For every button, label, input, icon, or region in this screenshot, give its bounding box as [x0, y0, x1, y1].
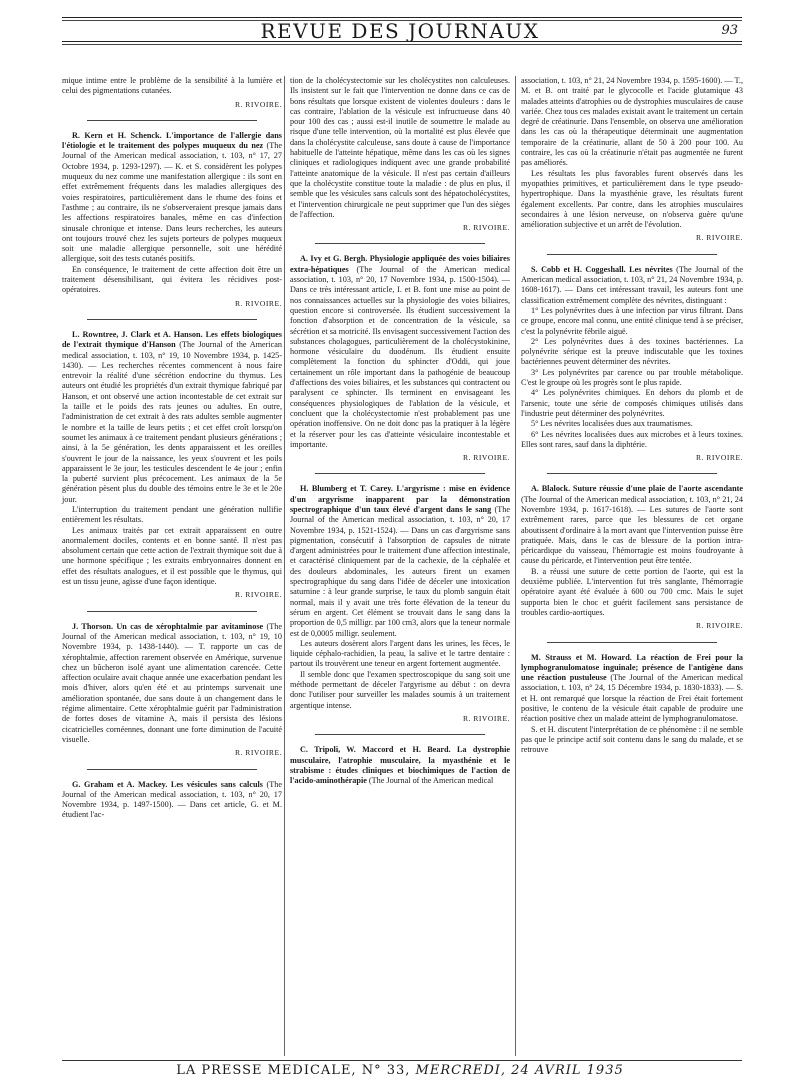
article [521, 653, 743, 756]
article [290, 254, 510, 463]
article-heading: L. Rowntree, J. Clark et A. Hanson. Les effets biologiques de l'extrait thymique d'Hanson [62, 329, 282, 350]
author-signature: R. RIVOIRE. [462, 453, 510, 463]
author-signature: R. RIVOIRE. [234, 298, 282, 308]
author-signature: R. RIVOIRE. [695, 621, 743, 631]
article-divider [547, 473, 717, 474]
article-heading: S. Cobb et H. Coggeshall. Les névrites [531, 264, 673, 274]
page-number: 93 [721, 23, 738, 38]
article-divider [87, 611, 257, 612]
article-body: (The Journal of the American medical association, t. 103, n° 21, 24 Novembre 1934, p. 1617-1618). — Les sutures de l'aorte sont extrêmement rares, parce que les blessures de cet organe aboutissent d'ordinaire à la mort avant que l'intervention puisse être pratiquée. Mais, dans le cas de blessure de la portion intra-péricardique du vaisseau, l'hémorragie est moins foudroyante à cause du péricarde, et l'intervention peut être tentée. [521, 494, 743, 566]
article-heading: H. Blumberg et T. Carey. L'argyrisme : mise en évidence d'un argyrisme inapparent par la démonstration spectrographique d'un taux élevé d'argent dans le sang [290, 484, 510, 514]
article-heading: J. Thorson. Un cas de xérophtalmie par avitaminose [72, 621, 264, 631]
running-footer [0, 1063, 800, 1078]
footer-journal: LA PRESSE MEDICALE, N° 33, [176, 1063, 411, 1078]
paragraph: B. a réussi une suture de cette portion de l'aorte, qui est la deuxième publiée. L'intervention fut très sanglante, l'hémorragie opératoire ayant été évaluée à 600 ou 700 cmc. Mais le sujet supporta bien le choc et guérit facilement sans persistance de troubles cardio-aortiques. [521, 566, 743, 617]
article-divider [315, 243, 485, 244]
column-3 [521, 76, 743, 756]
author-signature: R. RIVOIRE. [462, 713, 510, 723]
article-heading: A. Ivy et G. Bergh. Physiologie appliquée des voies biliaires extra-hépatiques [290, 254, 510, 274]
list-item: 3° Les polynévrites par carence ou par trouble métabolique. C'est le groupe où les progrès sont le plus rapide. [521, 367, 743, 388]
article [62, 131, 282, 309]
paragraph: Les animaux traités par cet extrait apparaissent en outre anormalement dociles, contents et en bonne santé. Il n'est pas absolument certain que cette action de l'extrait thymique soit due à une hormone spécifique ; les extraits embryonnaires donnent en effet des résultats analogues, et il est possible que le thymus, qui est un tissu jeune, agisse d'une façon identique. [62, 525, 282, 587]
paragraph: tion de la cholécystectomie sur les cholécystites non calculeuses. Ils insistent sur le fait que l'intervention ne donne dans ce cas de bons résultats que lorsque existent de violentes douleurs : dans le cas contraire, l'ablation de la vésicule est infructueuse dans 40 pour 100 des cas ; aussi est-il inutile de soumettre le malade au risque d'une telle intervention, où la mortalité est plus élevée que dans la cholécystite calculeuse, sans doute à cause de l'importance habituelle de l'atteinte hépatique, même dans les cas où les signes cliniques et radiologiques indiquent avec une grande probabilité l'atteinte anatomique de la vésicule. Il n'est pas certain d'ailleurs que la cholécystite constitue toute la maladie : de plus en plus, il semble que les vésicules sans calculs sont des hépatocholécystites, et l'intervention chirurgicale ne peut supprimer que l'un des sièges de l'affection. [290, 76, 510, 219]
header-rule-bottom [62, 41, 742, 42]
list-item: 1° Les polynévrites dues à une infection par virus filtrant. Dans ce groupe, encore mal connu, une entité clinique tend à se préciser, c'est la polynévrite fébrile aiguë. [521, 305, 743, 336]
article [290, 745, 510, 786]
author-signature: R. RIVOIRE. [695, 453, 743, 463]
article-divider [87, 769, 257, 770]
column-separator [284, 76, 285, 1056]
article [62, 622, 282, 759]
paragraph: Les auteurs dosèrent alors l'argent dans les urines, les fèces, le liquide céphalo-rachidien, la peau, la salive et le tartre dentaire : partout ils trouvèrent une teneur en argent fortement augmentée. [290, 638, 510, 669]
author-signature: R. RIVOIRE. [462, 223, 510, 233]
column-2 [290, 76, 510, 786]
paragraph: S. et H. discutent l'interprétation de ce phénomène : il ne semble pas que le principe actif soit contenu dans le sang du malade, et se retrouve [521, 724, 743, 755]
paragraph: L'interruption du traitement pendant une génération nullifie entièrement les résultats. [62, 504, 282, 525]
paragraph: association, t. 103, n° 21, 24 Novembre 1934, p. 1595-1600). — T., M. et B. ont traité par le glycocolle et l'acide glutamique 43 malades atteints d'atrophies ou de dystrophies musculaires de cause variée. Chez tous ces malades existait avant le traitement un certain degré de créatinurie. Dans l'ensemble, on observa une amélioration dans les cas où la thérapeutique déterminait une augmentation temporaire de la créatinurie, allant de 50 à 200 pour 100. Au contraire, les cas où la créatinurie n'était pas augmentée ne furent pas améliorés. [521, 76, 743, 168]
article-divider [87, 319, 257, 320]
column-1 [62, 76, 282, 821]
paragraph: Les résultats les plus favorables furent observés dans les myopathies primitives, et particulièrement dans le type pseudo-hypertrophique. Dans la myasthénie grave, les résultats furent également excellents. Par contre, dans les atrophies musculaires secondaires à une lésion nerveuse, on n'observa guère qu'une amélioration subjective et un arrêt de l'évolution. [521, 168, 743, 230]
author-signature: R. RIVOIRE. [695, 233, 743, 243]
list-item: 6° Les névrites localisées dues aux microbes et à leurs toxines. Elles sont rares, sauf dans la diphtérie. [521, 429, 743, 449]
author-signature: R. RIVOIRE. [234, 748, 282, 758]
article-body: (The Journal of the American medical association, t. 103, n° 19, 10 Novembre 1934, p. 1438-1440). — T. rapporte un cas de xérophtalmie, affection rarement observée en Amérique, survenue chez un bûcheron isolé ayant une alimentation carencée. Cette affection oculaire avait chaque année une exacerbation pendant les mois d'hiver, alors qu'en été et au printemps survenait une amélioration spontanée, due sans doute à un changement dans le régime alimentaire. Cette xérophtalmie guérit par l'administration de fortes doses de vitamine A, mais il persista des lésions cicatricielles cornéennes, donnant une forte diminution de l'acuité visuelle. [62, 621, 282, 744]
article [290, 484, 510, 724]
header-rule-top [62, 17, 742, 18]
article [62, 780, 282, 821]
article [62, 330, 282, 601]
paragraph: Il semble donc que l'examen spectroscopique du sang soit une méthode permettant de déceler l'argyrisme au début : on devra donc l'utiliser pour surveiller les malades soumis à un traitement argentique intense. [290, 669, 510, 710]
author-signature: R. RIVOIRE. [234, 99, 282, 109]
article-heading: G. Graham et A. Mackey. Les vésicules sans calculs [72, 779, 263, 789]
article-body: (The Journal of the American medical association, t. 103, n° 17, 27 Octobre 1934, p. 1293-1297). — K. et S. considèrent les polypes muqueux du nez comme une manifestation allergique : ils sont en effet extrêmement fréquents dans les maladies allergiques des voies respiratoires, particulièrement dans le rhume des foins et l'asthme ; au contraire, ils ne s'observeraient presque jamais dans les affections respiratoires banales, même en cas d'infection sinusale chronique et intense. Dans leurs recherches, les auteurs ont toujours trouvé chez les sujets porteurs de polypes muqueux soit une maladie allergique personnelle, soit une hérédité allergique, soit des tests cutanés positifs. [62, 141, 282, 264]
article-heading: A. Blalock. Suture réussie d'une plaie de l'aorte ascendante [531, 484, 743, 494]
article-body: (The Journal of the American medical association, t. 103, n° 24, 15 Décembre 1934, p. 1830-1833). — S. et H. ont remarqué que lorsque la réaction de Frei était fortement positive, le contenu de la vésicule était capable de produire une réaction positive chez un malade atteint de lymphogranulomatose. [521, 673, 743, 724]
article-divider [315, 473, 485, 474]
article-divider [87, 120, 257, 121]
article [521, 265, 743, 464]
article-body: (The Journal of the American medical association, t. 103, n° 20, 17 Novembre 1934, p. 1500-1504). — Dans ce très intéressant article, I. et B. font une mise au point de nos connaissances actuelles sur la physiologie des voies biliaires, question encore si controversée. Ils étudient successivement la fonction d'absorption et de concentration de la vésicule, sa sécrétion et sa motricité. Ils envisagent successivement l'action des substances cholagogues, particulièrement de la cholécystokinine, hormone vésiculaire du duodénum. Ils étudient ensuite complètement la fonction du sphincter d'Oddi, qui joue certainement un rôle important dans la pathogénie de beaucoup d'affections des voies biliaires, et les substances qui contractent ou paralysent ce sphincter. Ils terminent en envisageant les conséquences physiologiques de l'ablation de la vésicule, et concluent que la cholécystectomie n'est probablement pas une opération inoffensive. On ne doit donc pas la pratiquer à la légère et la réserver pour les cas d'atteinte vésiculaire incontestable et importante. [290, 264, 511, 449]
article-body: (The Journal of the American medical association, t. 103, n° 19, 10 Novembre 1934, p. 1425-1430). — Les recherches récentes commencent à nous faire entrevoir la réalité d'une sécrétion endocrine du thymus. Les auteurs ont étudié les propriétés d'un extrait thymique fabriqué par Hanson, et ont observé une action incontestable de cet extrait sur la taille et le poids des rats jeunes ou adultes. En outre, l'administration de cet extrait à des rats adultes semble augmenter le nombre et la taille de leurs petits ; et cet effet croît lorsqu'on soumet les animaux à ce traitement pendant plusieurs générations ; ainsi, à la 5e génération, les dents apparaissent et les oreilles s'ouvrent le jour de la naissance, les yeux s'ouvrent et les poils apparaissent le 3e jour, les testicules descendent le 4e jour ; enfin la puberté survient plus précocement. Les animaux de la 5e génération pèsent plus du double des témoins entre le 3e et le 20e jour. [62, 340, 282, 504]
article [521, 484, 743, 631]
header-rule-bottom-thin [62, 44, 742, 45]
article-body: (The Journal of the American medical association, t. 103, n° 20, 17 Novembre 1934, p. 1521-1524). — Dans un cas d'argyrisme sans pigmentation, consécutif à l'absorption de capsules de nitrate d'argent administrées pour le traitement d'une affection intestinale, et caractérisé cliniquement par de la cachexie, de la céphalée et des douleurs abdominales, les auteurs firent un examen spectrographique du sang dans l'idée de déceler une intoxication saturnine : à leur grande surprise, le taux du plomb sanguin était normal, mais il y avait une très forte élévation de la teneur du sérum en argent. Cet élément se trouvait dans le sang dans la proportion de 0,5 milligr. par 100 cm3, alors que la teneur normale est de 0,0005 milligr. seulement. [290, 504, 511, 638]
article-divider [547, 642, 717, 643]
footer-rule [62, 1060, 742, 1061]
author-signature: R. RIVOIRE. [234, 590, 282, 600]
column-separator [515, 76, 516, 1056]
list-item: 2° Les polynévrites dues à des toxines bactériennes. La polynévrite sérique est la preuve indiscutable que les toxines bactériennes peuvent déterminer des névrites. [521, 336, 743, 367]
list-item: 5° Les névrites localisées dues aux traumatismes. [531, 419, 693, 429]
article-body: (The Journal of the American medical association, t. 103, n° 21, 24 Novembre 1934, p. 1608-1617). — Dans cet intéressant travail, les auteurs font une classification extrêmement complète des névrites, distinguant : [521, 264, 743, 305]
journal-title: REVUE DES JOURNAUX [260, 19, 540, 43]
article-heading: C. Tripoli, W. Maccord et H. Beard. La dystrophie musculaire, l'atrophie musculaire, la myasthénie et le strabisme : études cliniques et biochimiques de l'action de l'acido-aminothérapie [290, 745, 510, 786]
paragraph: mique intime entre le problème de la sensibilité à la lumière et celui des pigmentations cutanées. [62, 76, 282, 96]
footer-date: MERCREDI, 24 AVRIL 1935 [415, 1063, 624, 1078]
article-heading: R. Kern et H. Schenck. L'importance de l'allergie dans l'étiologie et le traitement des polypes muqueux du nez [62, 130, 282, 151]
list-item: 4° Les polynévrites chimiques. En dehors du plomb et de l'arsenic, toute une série de composés chimiques utilisés dans l'industrie peut déterminer des polynévrites. [521, 388, 743, 418]
article-divider [315, 734, 485, 735]
paragraph: En conséquence, le traitement de cette affection doit être un traitement désensibilisant, qui évitera les récidives post-opératoires. [62, 264, 282, 295]
article-body: (The Journal of the American medical [368, 776, 494, 786]
article-heading: M. Strauss et M. Howard. La réaction de Frei pour la lymphogranulomatose inguinale; présence de l'antigène dans une réaction pustuleuse [521, 652, 743, 683]
article-divider [547, 254, 717, 255]
article-body: (The Journal of the American medical association, t. 103, n° 20, 17 Novembre 1934, p. 1497-1500). — Dans cet article, G. et M. étudient l'ac- [62, 779, 282, 820]
